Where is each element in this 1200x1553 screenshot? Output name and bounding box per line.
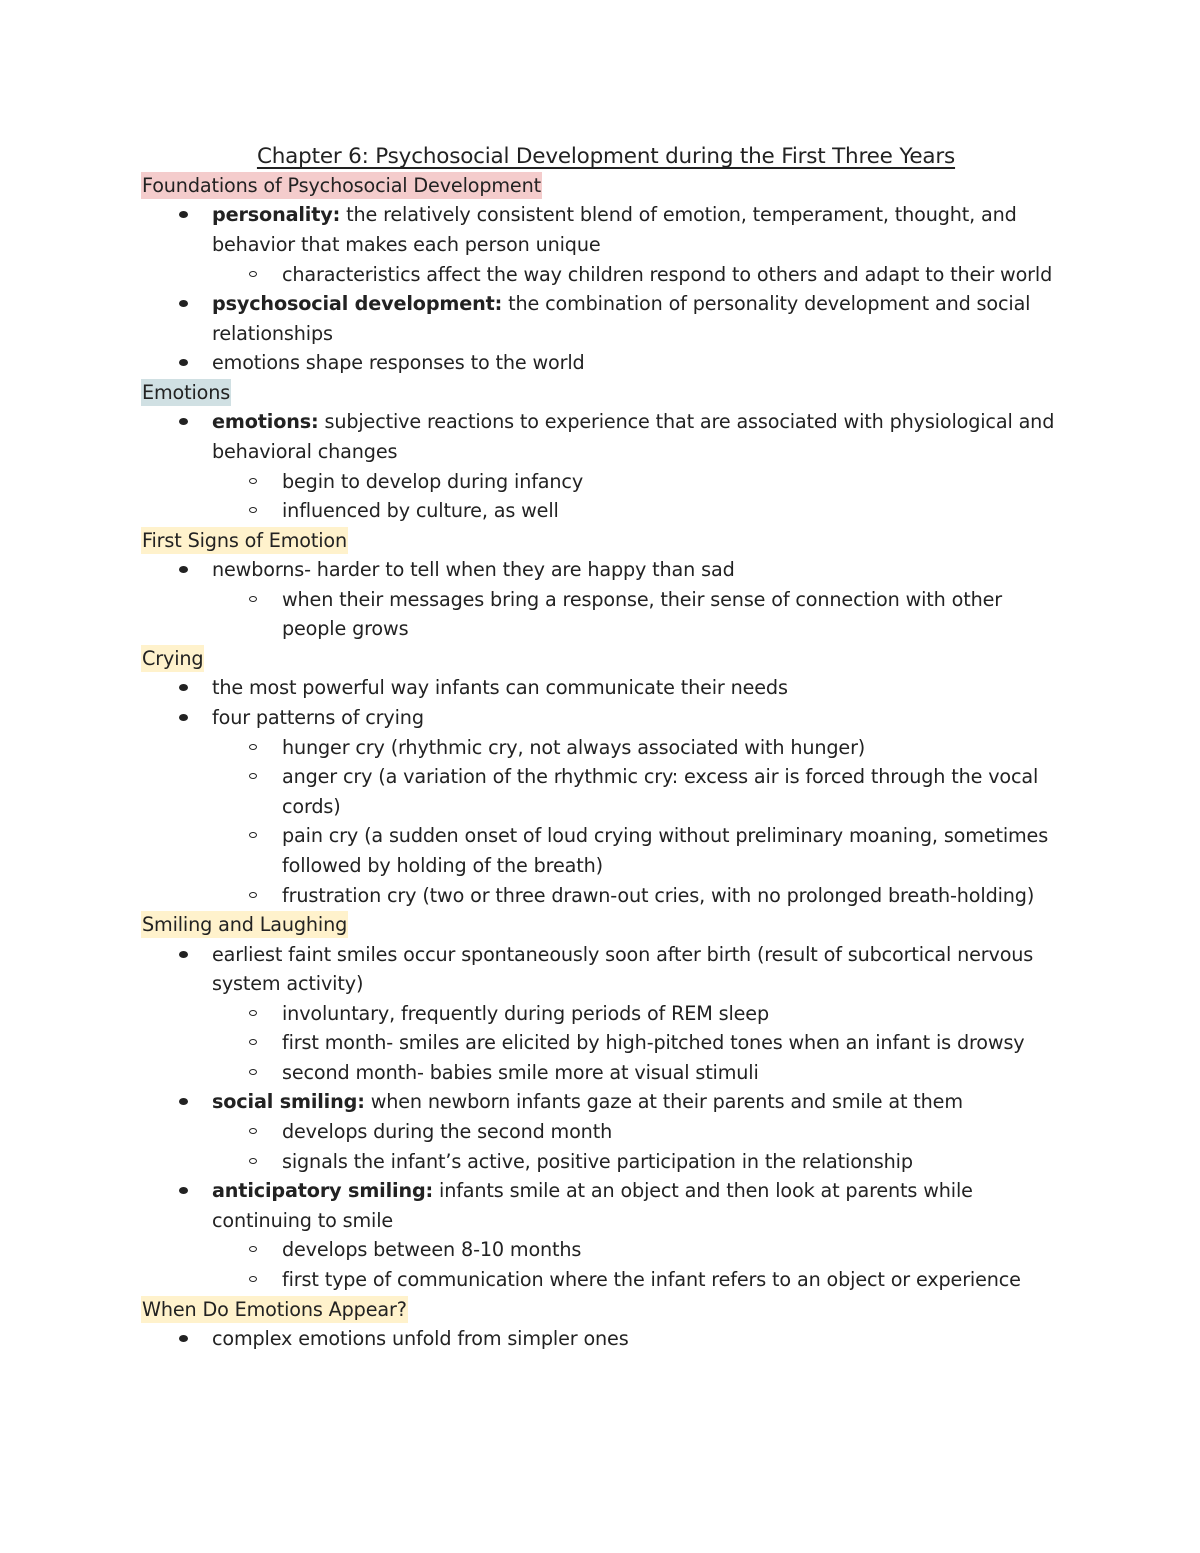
bullet-item: four patterns of crying bbox=[212, 703, 1071, 733]
sub-bullet-item: involuntary, frequently during periods of REM sleep bbox=[282, 999, 1071, 1029]
bullet-item: personality: the relatively consistent blend of emotion, temperament, thought, and behavior that makes each person unique bbox=[212, 200, 1071, 259]
sub-bullet-item: pain cry (a sudden onset of loud crying without preliminary moaning, sometimes followed by holding of the breath) bbox=[282, 821, 1071, 880]
page-title: Chapter 6: Psychosocial Development during the First Three Years bbox=[256, 144, 956, 169]
sub-bullet-item: frustration cry (two or three drawn-out cries, with no prolonged breath-holding) bbox=[282, 881, 1071, 911]
bullet-item: earliest faint smiles occur spontaneously soon after birth (result of subcortical nervous system activity) bbox=[212, 940, 1071, 999]
sub-bullet-item: second month- babies smile more at visual stimuli bbox=[282, 1058, 1071, 1088]
sub-bullet-item: first type of communication where the infant refers to an object or experience bbox=[282, 1265, 1071, 1295]
bullet-item: psychosocial development: the combination of personality development and social relationships bbox=[212, 289, 1071, 348]
sub-bullet-item: signals the infant’s active, positive participation in the relationship bbox=[282, 1147, 1071, 1177]
section-heading: Crying bbox=[142, 646, 204, 670]
sub-bullet-item: characteristics affect the way children respond to others and adapt to their world bbox=[282, 260, 1071, 290]
bullet-item: social smiling: when newborn infants gaze at their parents and smile at them bbox=[212, 1087, 1071, 1117]
sub-bullet-item: begin to develop during infancy bbox=[282, 467, 1071, 497]
term: social smiling: bbox=[212, 1090, 365, 1114]
sub-bullet-item: first month- smiles are elicited by high-pitched tones when an infant is drowsy bbox=[282, 1028, 1071, 1058]
section-heading: First Signs of Emotion bbox=[142, 528, 348, 552]
term: anticipatory smiling: bbox=[212, 1179, 434, 1203]
bullet-item: anticipatory smiling: infants smile at an object and then look at parents while continuing to smile bbox=[212, 1176, 1071, 1235]
section-heading: Foundations of Psychosocial Development bbox=[142, 174, 541, 197]
bullet-item: emotions shape responses to the world bbox=[212, 348, 1071, 378]
bullet-item: emotions: subjective reactions to experience that are associated with physiological and behavioral changes bbox=[212, 407, 1071, 466]
sub-bullet-item: anger cry (a variation of the rhythmic cry: excess air is forced through the vocal cords) bbox=[282, 762, 1071, 821]
bullet-item: newborns- harder to tell when they are happy than sad bbox=[212, 555, 1071, 585]
sub-bullet-item: develops during the second month bbox=[282, 1117, 1071, 1147]
sub-bullet-item: develops between 8-10 months bbox=[282, 1235, 1071, 1265]
sub-bullet-item: influenced by culture, as well bbox=[282, 496, 1071, 526]
bullet-item: complex emotions unfold from simpler ones bbox=[212, 1324, 1071, 1354]
sub-bullet-item: hunger cry (rhythmic cry, not always associated with hunger) bbox=[282, 733, 1071, 763]
sub-bullet-item: when their messages bring a response, their sense of connection with other people grows bbox=[282, 585, 1071, 644]
bullet-item: the most powerful way infants can communicate their needs bbox=[212, 673, 1071, 703]
section-heading: Emotions bbox=[142, 380, 231, 404]
section-heading: When Do Emotions Appear? bbox=[142, 1297, 407, 1321]
term: psychosocial development: bbox=[212, 292, 503, 316]
notes-content bbox=[141, 140, 1071, 1354]
section-heading: Smiling and Laughing bbox=[142, 913, 348, 937]
term: emotions: bbox=[212, 410, 319, 434]
term: personality: bbox=[212, 203, 341, 227]
